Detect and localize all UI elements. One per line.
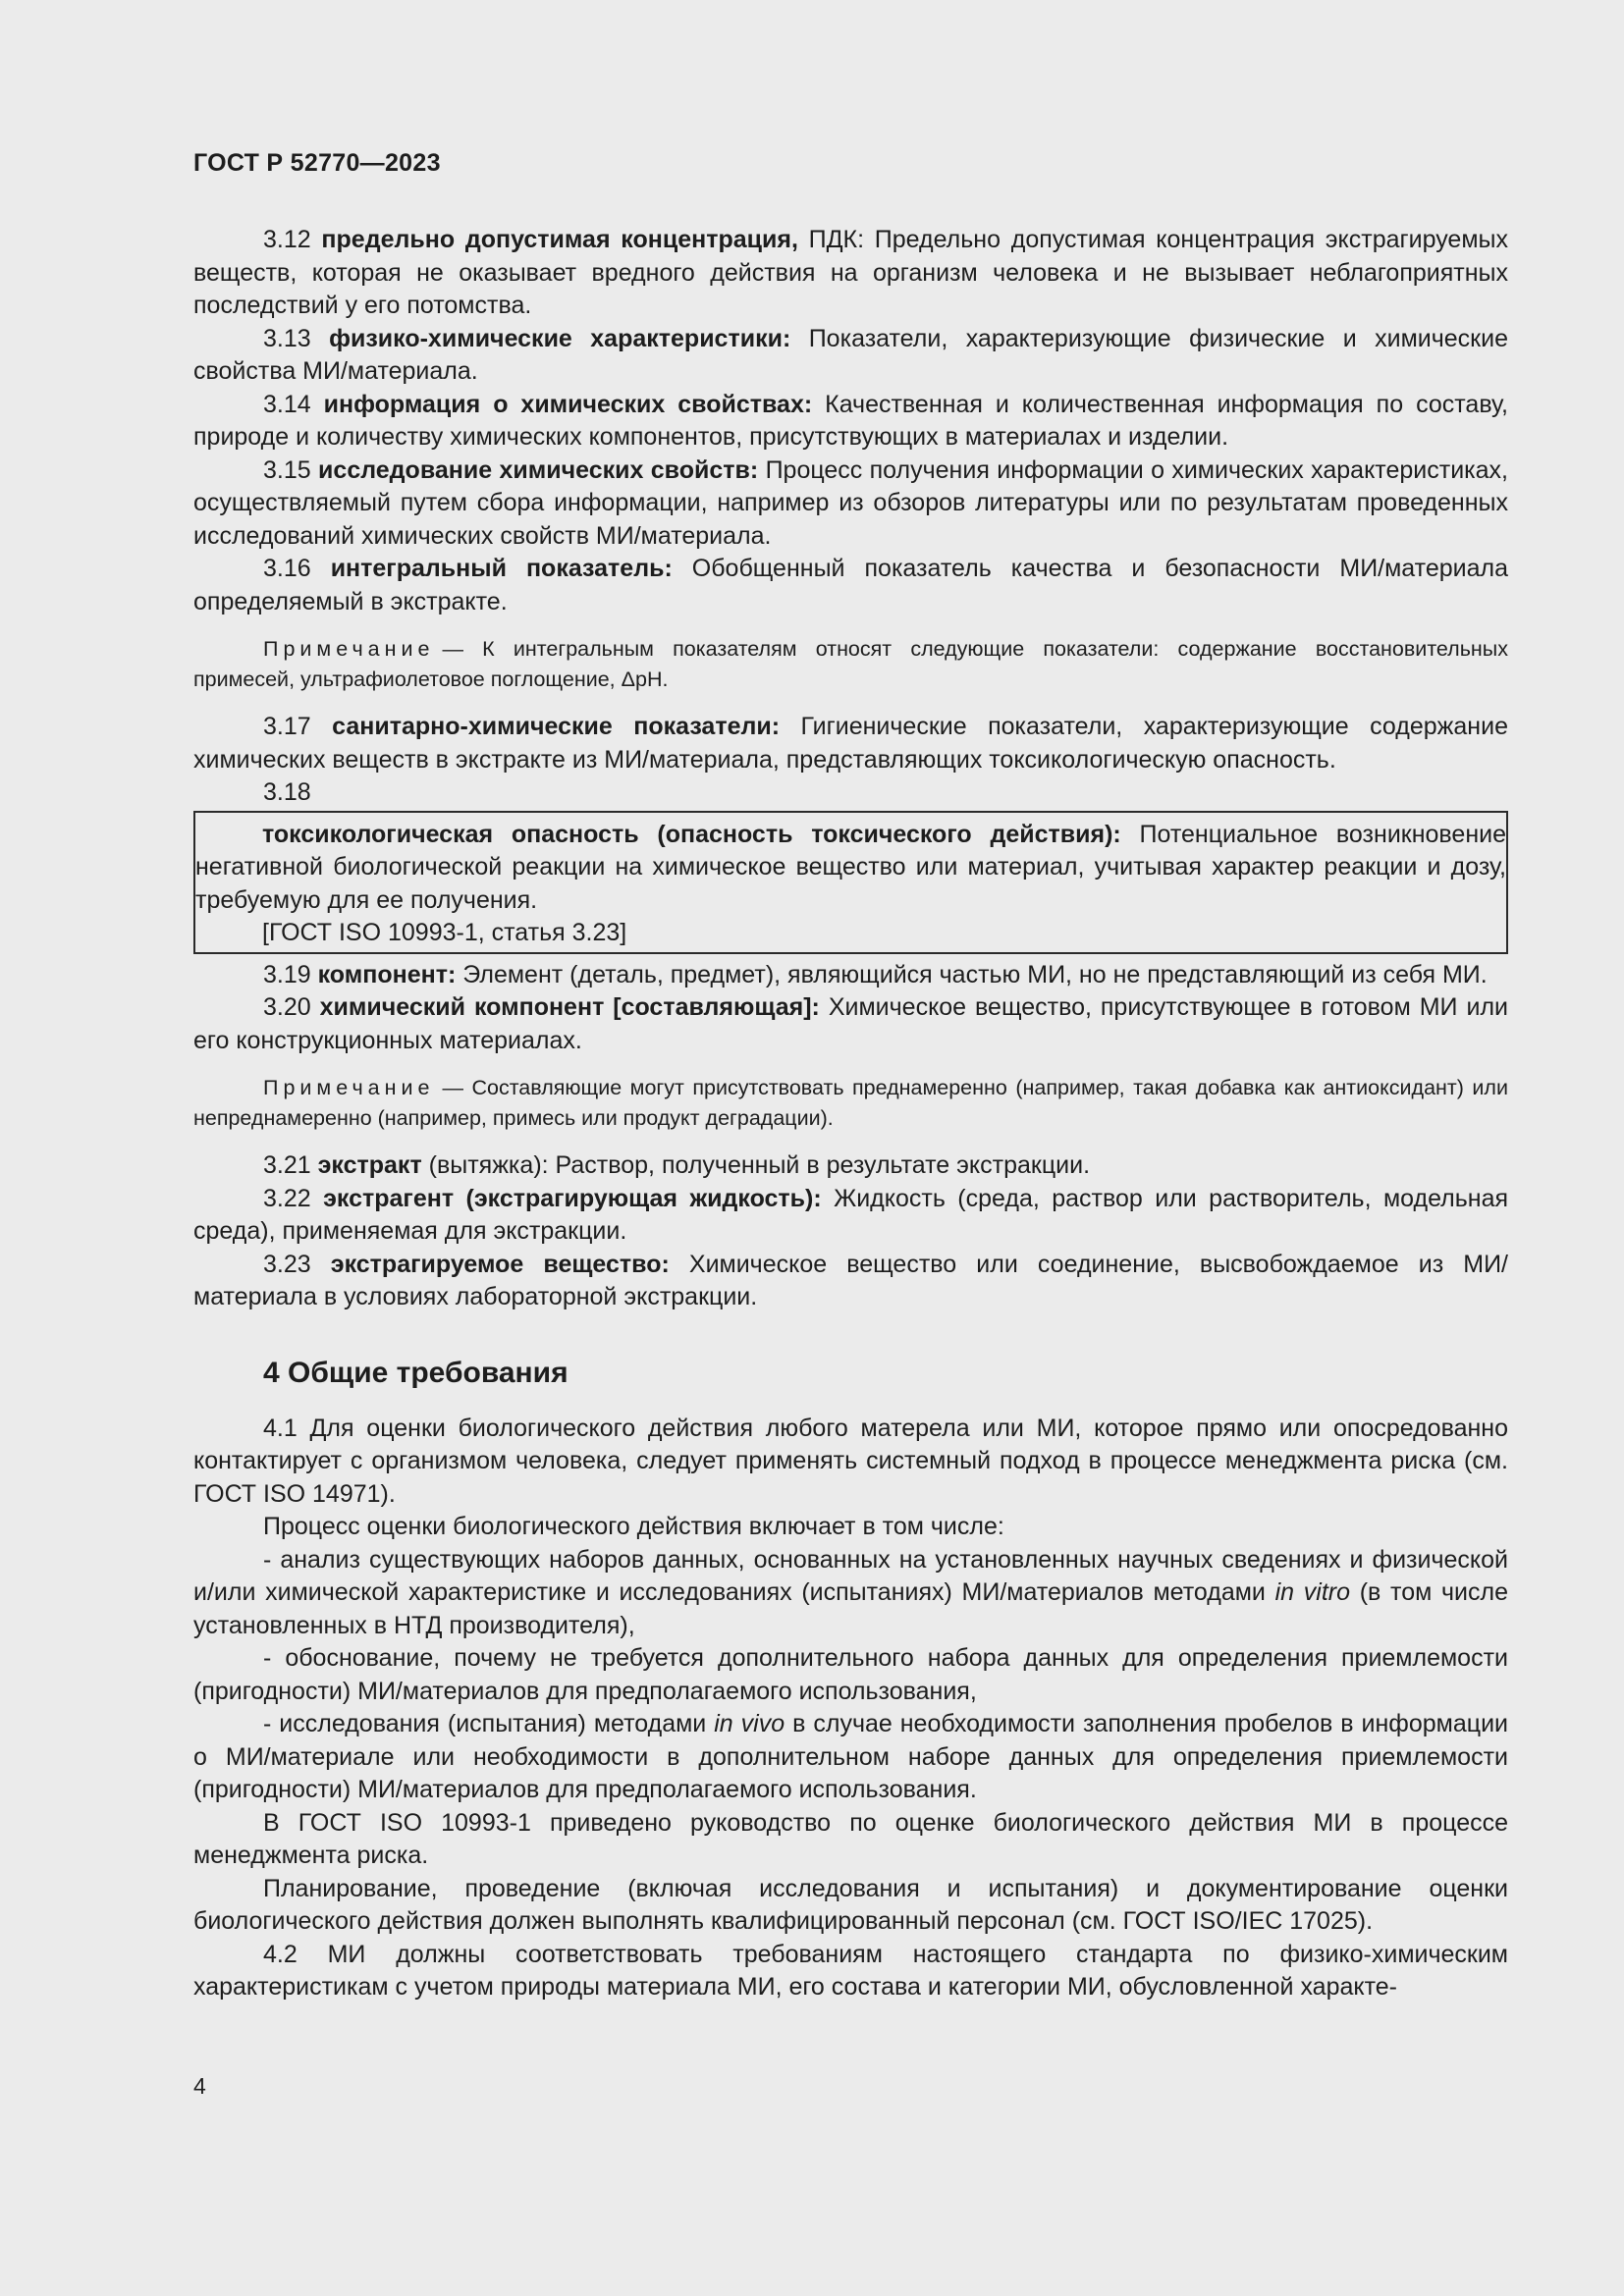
- definition-text: Обобщенный показатель качества и безопасности МИ/материала определяемый в экстракте.: [193, 555, 1508, 615]
- definition-3-18: [195, 819, 1506, 918]
- definition-3-17: [193, 711, 1508, 776]
- note-text: Составляющие могут присутствовать преднамеренно (например, такая добавка как антиоксидант) или непреднамеренно (например, примесь или продукт деградации).: [193, 1076, 1508, 1130]
- definition-3-23: [193, 1249, 1508, 1314]
- note-integral: [193, 634, 1508, 695]
- boxed-definition-3-18: [193, 811, 1508, 954]
- definition-3-14: [193, 389, 1508, 454]
- term: экстракт: [317, 1151, 422, 1179]
- definition-text: Гигиенические показатели, характеризующие содержание химических веществ в экстракте из МИ/материала, представляющих токсикологическую опасность.: [193, 713, 1508, 774]
- definition-text: Процесс получения информации о химических характеристиках, осуществляемый путем сбора информации, например из обзоров литературы или по результатам проведенных исследований химических свойств МИ/материала.: [193, 455, 1508, 550]
- term: токсикологическая опасность (опасность токсического действия):: [262, 820, 1121, 848]
- document-code-header: ГОСТ Р 52770—2023: [193, 149, 441, 177]
- note-dash: —: [442, 637, 483, 661]
- definition-text: Потенциальное возникновение негативной биологической реакции на химическое вещество или материал, учитывая характер реакции и дозу, требуемую для ее получения.: [195, 820, 1507, 914]
- definition-text: (вытяжка): Раствор, полученный в результате экстракции.: [421, 1151, 1091, 1179]
- definition-text: ПДК: Предельно допустимая концентрация экстрагируемых веществ, которая не оказывает вредного действия на организм человека и не вызывает неблагоприятных последствий у его потомства.: [193, 226, 1508, 319]
- clause-number: 3.13: [263, 324, 311, 352]
- term: интегральный показатель:: [330, 555, 673, 582]
- definition-text: Качественная и количественная информация по составу, природе и количеству химических компонентов, присутствующих в материалах и изделии.: [193, 390, 1508, 451]
- clause-number: 3.22: [263, 1184, 311, 1212]
- definition-text: Химическое вещество, присутствующее в готовом МИ или его конструкционных материалах.: [193, 993, 1508, 1054]
- definition-3-15: [193, 454, 1508, 554]
- term: исследование химических свойств:: [318, 455, 759, 484]
- definition-text: Химическое вещество или соединение, высвобождаемое из МИ/материала в условиях лабораторной экстракции.: [193, 1250, 1508, 1310]
- note-label: Примечание: [263, 637, 435, 661]
- clause-number: 3.21: [263, 1151, 311, 1179]
- clause-number: 3.15: [263, 455, 311, 484]
- definition-text: Жидкость (среда, раствор или растворитель, модельная среда), применяемая для экстракции.: [193, 1184, 1509, 1245]
- term: компонент:: [317, 960, 457, 988]
- definition-source-reference: [ГОСТ ISO 10993-1, статья 3.23]: [262, 919, 627, 946]
- paragraph-planning: Планирование, проведение (включая исследования и испытания) и документирование оценки биологического действия должен выполнять квалифицированный персонал (см. ГОСТ ISO/IEC 17025).: [193, 1874, 1508, 1935]
- note-text: К интегральным показателям относят следующие показатели: содержание восстановительных примесей, ультрафиолетовое поглощение, ΔpH.: [193, 637, 1508, 691]
- list-item: - анализ существующих наборов данных, основанных на установленных научных сведениях и физической и/или химической характеристике и исследованиях (испытаниях) МИ/материалов методами in vitro (в том числе установленных в НТД производителя),: [193, 1545, 1508, 1639]
- note-label: Примечание: [263, 1076, 435, 1099]
- term: экстрагент (экстрагирующая жидкость):: [323, 1184, 822, 1212]
- list-item: - обоснование, почему не требуется дополнительного набора данных для определения приемлемости (пригодности) МИ/материалов для предполагаемого использования,: [193, 1644, 1508, 1705]
- page-number: 4: [193, 2073, 206, 2099]
- clause-number: 3.23: [263, 1250, 311, 1278]
- paragraph-4-2: 4.2 МИ должны соответствовать требованиям настоящего стандарта по физико-химическим характеристикам с учетом природы материала МИ, его состава и категории МИ, обусловленной характе-: [193, 1940, 1508, 2001]
- definition-text: Элемент (деталь, предмет), являющийся частью МИ, но не представляющий из себя МИ.: [456, 960, 1488, 988]
- term: экстрагируемое вещество:: [330, 1250, 670, 1278]
- definition-text: Показатели, характеризующие физические и химические свойства МИ/материала.: [193, 324, 1508, 385]
- list-item: - исследования (испытания) методами in vivo в случае необходимости заполнения пробелов в информации о МИ/материале или необходимости в дополнительном наборе данных для определения приемлемости (пригодности) МИ/материалов для предполагаемого использования.: [193, 1710, 1508, 1803]
- clause-number: 3.14: [263, 390, 311, 418]
- definition-3-12: [193, 224, 1508, 323]
- clause-number: 3.19: [263, 960, 311, 988]
- definition-3-21: [193, 1149, 1508, 1183]
- paragraph-4-1: 4.1 Для оценки биологического действия любого матерела или МИ, которое прямо или опосредованно контактирует с организмом человека, следует применять системный подход в процессе менеджмента риска (см. ГОСТ ISO 14971).: [193, 1414, 1508, 1508]
- term: санитарно-химические показатели:: [332, 713, 781, 740]
- page-content: [193, 224, 1508, 2004]
- clause-number: 3.16: [263, 555, 311, 582]
- term: предельно допустимая концентрация,: [321, 226, 798, 253]
- definition-3-13: [193, 323, 1508, 389]
- definition-3-18-number: 3.18: [263, 778, 311, 806]
- term: информация о химических свойствах:: [323, 390, 813, 418]
- definition-3-19: [193, 959, 1508, 992]
- clause-number: 3.12: [263, 226, 311, 253]
- term: физико-химические характеристики:: [329, 324, 791, 352]
- paragraph-guide: В ГОСТ ISO 10993-1 приведено руководство по оценке биологического действия МИ в процессе менеджмента риска.: [193, 1808, 1508, 1869]
- definition-3-22: [193, 1183, 1508, 1249]
- clause-number: 3.20: [263, 993, 311, 1021]
- note-components: [193, 1073, 1508, 1134]
- section-heading: 4 Общие требования: [263, 1356, 568, 1389]
- definition-3-20: [193, 991, 1508, 1057]
- term: химический компонент [составляющая]:: [319, 993, 820, 1021]
- paragraph-process: Процесс оценки биологического действия включает в том числе:: [263, 1513, 1004, 1540]
- note-dash: —: [442, 1076, 472, 1099]
- definition-3-16: [193, 553, 1508, 618]
- clause-number: 3.17: [263, 713, 311, 740]
